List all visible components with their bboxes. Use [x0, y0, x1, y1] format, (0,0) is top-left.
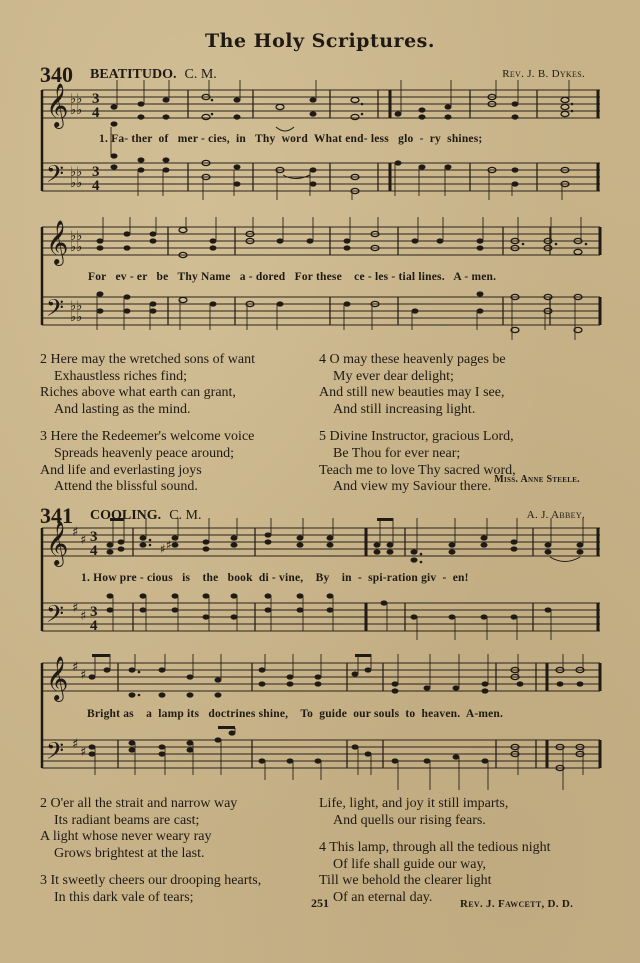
svg-text:♭♭: ♭♭: [70, 103, 83, 118]
accidentals: [160, 538, 172, 556]
svg-text:♯: ♯: [166, 538, 172, 552]
tune-name: [90, 508, 201, 524]
svg-text:♯: ♯: [80, 533, 87, 548]
svg-text:♯: ♯: [80, 745, 87, 760]
treble-clef-icon: 𝄞: [46, 521, 69, 565]
verse-line: Till we behold the clearer light: [319, 873, 492, 889]
hymn-341-header: [40, 503, 585, 528]
verse-4: [319, 352, 599, 418]
treble-clef-icon: 𝄞: [46, 656, 69, 700]
verse-line: 3 It sweetly cheers our drooping hearts,: [40, 873, 262, 889]
verse-line: Riches above what earth can grant,: [40, 385, 236, 401]
verse-line: 4 O may these heavenly pages be: [319, 352, 506, 367]
verse-line: Life, light, and joy it still imparts,: [319, 796, 509, 811]
hymn-341-verses-left: [40, 796, 320, 918]
hymn-340-verses-left: [40, 352, 315, 507]
page-number: 251: [311, 896, 329, 910]
verse-line: 3 Here the Redeemer's welcome voice: [40, 429, 255, 445]
hymn-number: 340: [40, 62, 73, 87]
verse-line: Exhaustless riches find;: [54, 368, 187, 384]
hymn-number: 341: [40, 503, 73, 528]
verse-line: And still new beauties may I see,: [319, 385, 505, 401]
verse-line: Attend the blissful sound.: [54, 479, 198, 495]
verse-5: [319, 429, 599, 495]
verse-line: 2 Here may the wretched sons of want: [40, 352, 255, 367]
hymn-341-lyric-line-2: Bright as a lamp its doctrines shine, To guide our souls to heaven. A-men.: [87, 708, 504, 720]
treble-clef-icon: 𝄞: [46, 220, 69, 264]
verse-line: Its radiant beams are cast;: [54, 812, 200, 828]
page-title: The Holy Scriptures.: [205, 30, 435, 52]
composer: A. J. Abbey.: [526, 509, 585, 521]
verse-line: Teach me to love Thy sacred word,: [319, 462, 516, 478]
verse-line: Of life shall guide our way,: [333, 856, 487, 872]
verse-line: A light whose never weary ray: [40, 829, 212, 845]
svg-text:♯: ♯: [72, 737, 79, 752]
svg-text:♯: ♯: [72, 525, 79, 540]
verse-line: Of an eternal day.: [333, 889, 433, 905]
bass-clef-icon: 𝄢: [46, 600, 65, 633]
svg-text:♯: ♯: [72, 660, 79, 675]
svg-text:3: 3: [90, 529, 98, 545]
meter: C. M.: [184, 67, 217, 82]
verse-2: [40, 796, 320, 862]
svg-text:♭♭: ♭♭: [70, 310, 83, 325]
hymn-341-lyric-line-1: 1. How pre - cious is the book di - vine, By in - spi-ration giv - en!: [81, 572, 469, 584]
verse-3: [40, 873, 320, 906]
tune-title: COOLING.: [90, 508, 162, 523]
svg-text:♯: ♯: [72, 601, 79, 616]
svg-text:4: 4: [90, 543, 98, 559]
verse-line: And lasting as the mind.: [54, 401, 191, 417]
verse-line: 5 Divine Instructor, gracious Lord,: [319, 429, 514, 445]
svg-text:3: 3: [92, 164, 100, 180]
svg-text:♯: ♯: [160, 542, 166, 556]
hymn-340-author: Miss. Anne Steele.: [494, 474, 580, 485]
treble-clef-icon: 𝄞: [46, 83, 69, 127]
verse-line: My ever dear delight;: [333, 368, 454, 384]
svg-text:4: 4: [92, 105, 100, 121]
verse-4: [319, 840, 609, 906]
svg-text:3: 3: [92, 91, 100, 107]
hymn-340-lyric-line-1: 1. Fa- ther of mer - cies, in Thy word What end- less glo - ry shines;: [99, 133, 483, 145]
svg-text:♭♭: ♭♭: [70, 229, 83, 244]
svg-text:♭♭: ♭♭: [70, 165, 83, 180]
bass-clef-icon: 𝄢: [46, 294, 65, 327]
svg-text:3: 3: [90, 604, 98, 620]
svg-text:4: 4: [90, 618, 98, 634]
tune-title: BEATITUDO.: [90, 67, 177, 82]
verse-line: And quells our rising fears.: [333, 812, 486, 828]
verse-line: And view my Saviour there.: [333, 479, 492, 495]
verse-line: And life and everlasting joys: [40, 462, 202, 478]
hymn-340-lyric-line-2: For ev - er be Thy Name a - dored For these ce - les - tial lines. A - men.: [88, 271, 497, 283]
svg-text:♯: ♯: [80, 668, 87, 683]
verse-2: [40, 352, 315, 418]
svg-text:♭♭: ♭♭: [70, 299, 83, 314]
composer: Rev. J. B. Dykes.: [502, 68, 585, 80]
verse-line: Spreads heavenly peace around;: [54, 445, 234, 461]
verse-line: 4 This lamp, through all the tedious night: [319, 840, 551, 856]
bass-clef-icon: 𝄢: [46, 737, 65, 770]
verse-line: And still increasing light.: [333, 401, 476, 417]
verse-line: Be Thou for ever near;: [333, 445, 461, 461]
svg-text:♭♭: ♭♭: [70, 240, 83, 255]
verse-3-continued: [319, 796, 609, 829]
svg-text:♯: ♯: [80, 609, 87, 624]
hymn-341-author: Rev. J. Fawcett, D. D.: [460, 898, 574, 910]
svg-text:♭♭: ♭♭: [70, 176, 83, 191]
meter: C. M.: [169, 508, 202, 523]
verse-line: Grows brightest at the last.: [54, 845, 205, 861]
svg-text:4: 4: [92, 178, 100, 194]
bass-clef-icon: 𝄢: [46, 160, 65, 193]
verse-line: 2 O'er all the strait and narrow way: [40, 796, 238, 811]
verse-line: In this dark vale of tears;: [54, 889, 194, 905]
svg-text:♭♭: ♭♭: [70, 92, 83, 107]
verse-3: [40, 429, 315, 495]
